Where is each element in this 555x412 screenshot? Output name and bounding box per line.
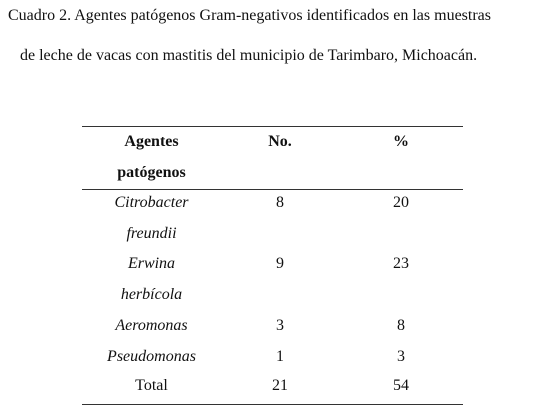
- table-row-percent: 20: [393, 194, 409, 211]
- table-row-percent: 3: [397, 348, 405, 365]
- table-row-count: 3: [276, 317, 284, 334]
- agent-line-2: herbícola: [120, 286, 183, 303]
- caption-line-1: Cuadro 2. Agentes patógenos Gram-negativos identificados en las muestras: [8, 7, 491, 24]
- header-percent: %: [393, 133, 409, 150]
- pathogen-table: [82, 126, 463, 406]
- table-row-agent: [82, 187, 221, 249]
- table-row-agent: Pseudomonas: [107, 348, 196, 365]
- header-count: No.: [268, 133, 292, 150]
- total-count: 21: [272, 377, 288, 394]
- header-agent-line-1: Agentes: [124, 133, 179, 150]
- table-row-count: 9: [276, 255, 284, 272]
- agent-line-2: freundii: [126, 225, 177, 242]
- agent-line-1: Erwina: [127, 255, 176, 272]
- header-agent: [82, 126, 221, 188]
- table-row-agent: [82, 248, 221, 310]
- table-row-agent: Aeromonas: [115, 317, 188, 334]
- table-row-percent: 23: [393, 255, 409, 272]
- table-row-count: 8: [276, 194, 284, 211]
- total-percent: 54: [393, 377, 409, 394]
- table-row-percent: 8: [397, 317, 405, 334]
- header-agent-line-2: patógenos: [117, 164, 186, 181]
- table-row-count: 1: [276, 348, 284, 365]
- table-bottom-rule: [82, 404, 463, 405]
- total-label: Total: [135, 377, 168, 394]
- caption-line-2: de leche de vacas con mastitis del municipio de Tarimbaro, Michoacán.: [20, 47, 478, 64]
- agent-line-1: Citrobacter: [114, 194, 189, 211]
